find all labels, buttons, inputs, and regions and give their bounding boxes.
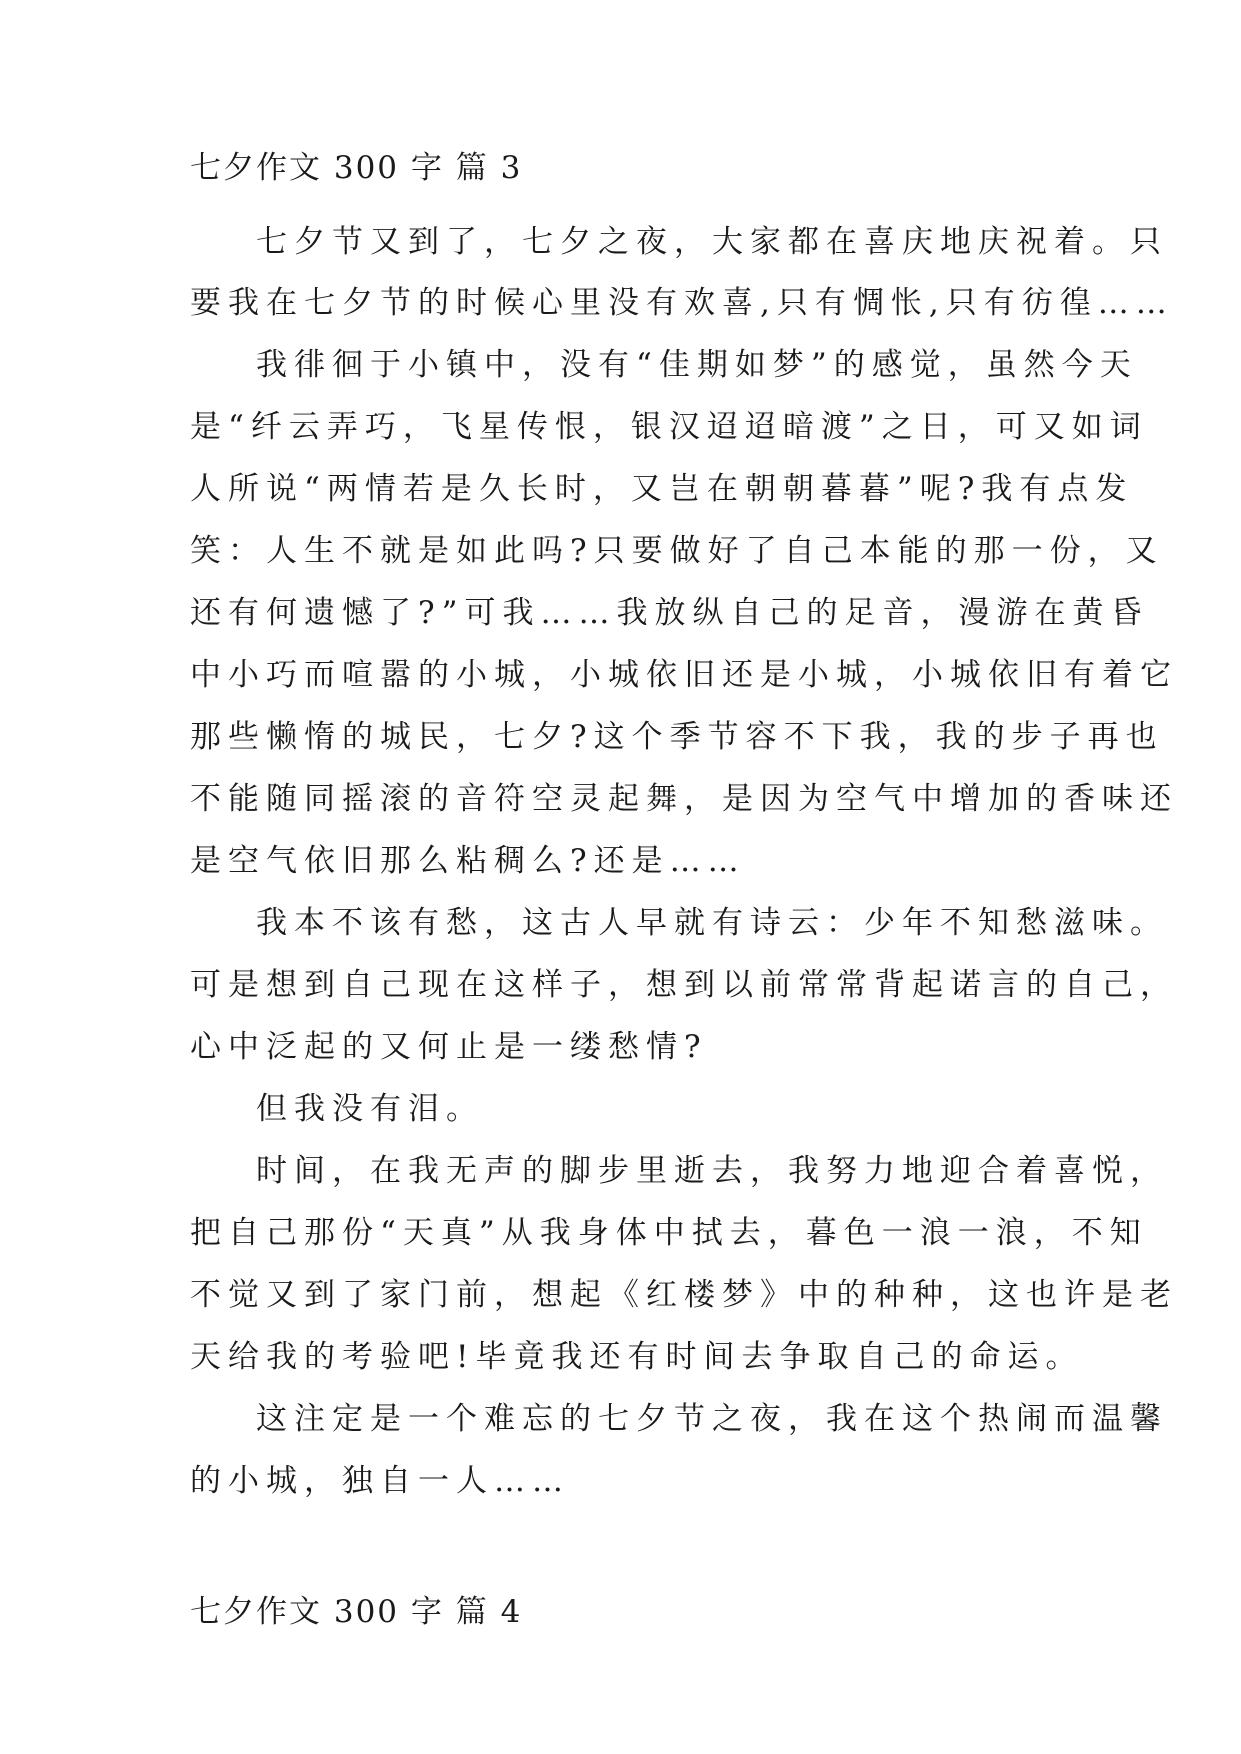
paragraph-line: 我本不该有愁，这古人早就有诗云：少年不知愁滋味。 <box>256 905 1168 941</box>
paragraph-line: 要我在七夕节的时候心里没有欢喜,只有惆怅,只有彷徨…… <box>190 285 1174 321</box>
paragraph-line: 时间，在我无声的脚步里逝去，我努力地迎合着喜悦， <box>256 1153 1168 1189</box>
paragraph-line: 的小城，独自一人…… <box>190 1463 570 1499</box>
paragraph-line: 不能随同摇滚的音符空灵起舞，是因为空气中增加的香味还 <box>190 781 1178 817</box>
paragraph-line: 天给我的考验吧!毕竟我还有时间去争取自己的命运。 <box>190 1339 1084 1375</box>
paragraph-line: 人所说“两情若是久长时，又岂在朝朝暮暮”呢?我有点发 <box>190 471 1134 507</box>
paragraph-line: 心中泛起的又何止是一缕愁情? <box>190 1029 708 1065</box>
paragraph-line: 把自己那份“天真”从我身体中拭去，暮色一浪一浪，不知 <box>190 1215 1148 1251</box>
paragraph-line: 那些懒惰的城民，七夕?这个季节容不下我，我的步子再也 <box>190 719 1164 755</box>
paragraph-line: 但我没有泪。 <box>256 1091 484 1127</box>
paragraph-line: 中小巧而喧嚣的小城，小城依旧还是小城，小城依旧有着它 <box>190 657 1178 693</box>
paragraph-line: 不觉又到了家门前，想起《红楼梦》中的种种，这也许是老 <box>190 1277 1178 1313</box>
paragraph-line: 还有何遗憾了?”可我……我放纵自己的足音，漫游在黄昏 <box>190 595 1149 631</box>
paragraph-line: 七夕节又到了，七夕之夜，大家都在喜庆地庆祝着。只 <box>256 224 1168 260</box>
section-heading: 七夕作文 300 字 篇 4 <box>190 1594 523 1630</box>
paragraph-line: 我徘徊于小镇中，没有“佳期如梦”的感觉，虽然今天 <box>256 347 1138 383</box>
paragraph-line: 是空气依旧那么粘稠么?还是…… <box>190 843 746 879</box>
paragraph-line: 笑：人生不就是如此吗?只要做好了自己本能的那一份，又 <box>190 533 1164 569</box>
paragraph-line: 是“纤云弄巧，飞星传恨，银汉迢迢暗渡”之日，可又如词 <box>190 409 1148 445</box>
section-heading: 七夕作文 300 字 篇 3 <box>190 150 523 186</box>
paragraph-line: 这注定是一个难忘的七夕节之夜，我在这个热闹而温馨 <box>256 1401 1168 1437</box>
paragraph-line: 可是想到自己现在这样子，想到以前常常背起诺言的自己， <box>190 967 1178 1003</box>
